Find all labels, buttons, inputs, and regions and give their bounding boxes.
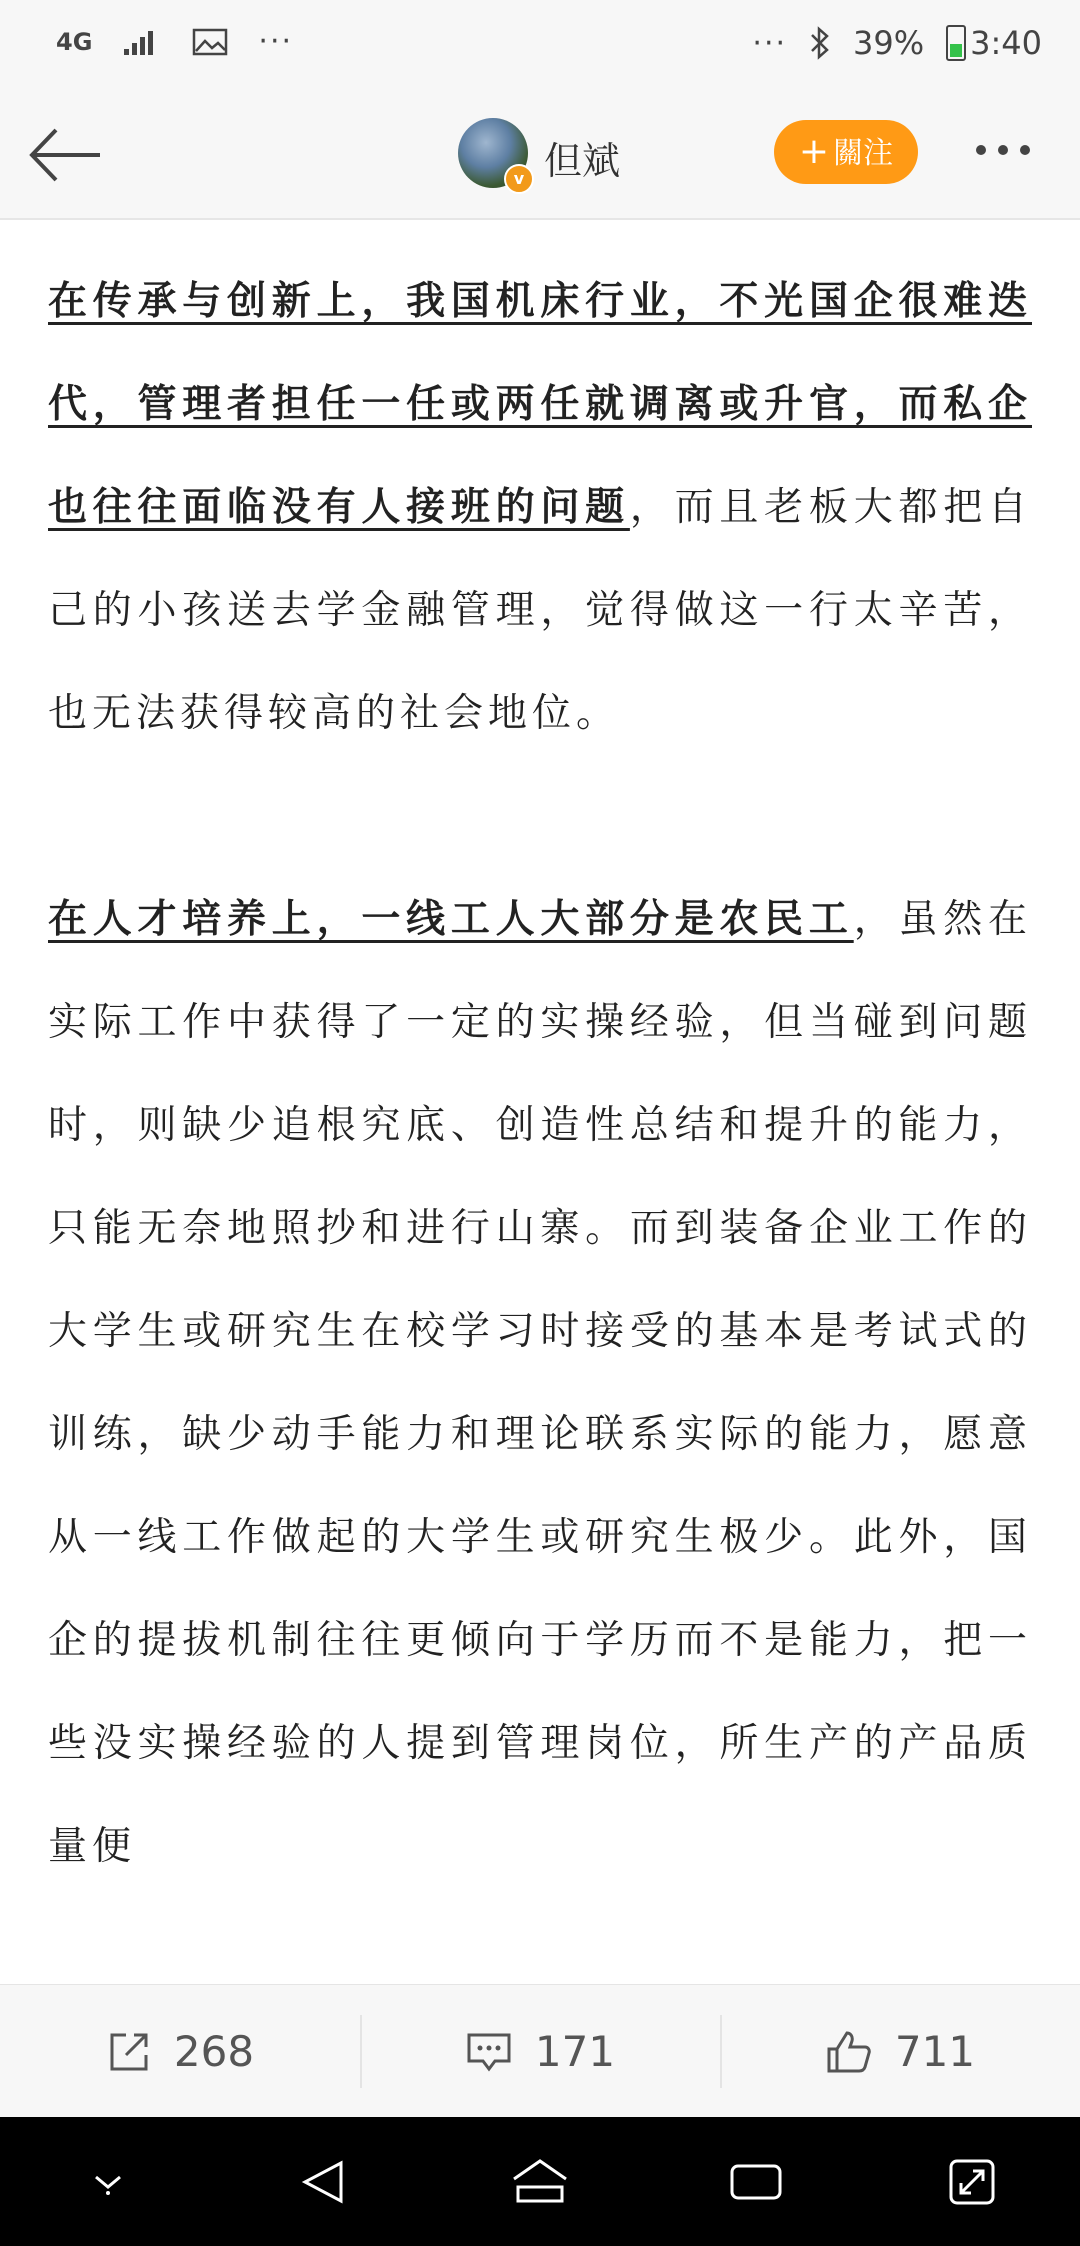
status-more: ··· [752, 25, 788, 61]
nav-expand-button[interactable] [917, 2127, 1027, 2237]
network-type: 4G [56, 27, 93, 56]
comment-button[interactable] [360, 1985, 720, 2118]
plus-icon: + [798, 131, 830, 172]
bluetooth-icon [809, 26, 831, 60]
highlighted-text: 在人才培养上，一线工人大部分是农民工 [48, 897, 854, 942]
clock: 3:40 [970, 24, 1042, 62]
article-body [48, 250, 1032, 1898]
repost-button[interactable] [0, 1985, 360, 2118]
nav-recents-icon [728, 2160, 784, 2204]
nav-back-button[interactable] [269, 2127, 379, 2237]
like-count: 711 [894, 2027, 976, 2076]
nav-back-icon [299, 2157, 349, 2207]
nav-home-button[interactable] [485, 2127, 595, 2237]
like-icon [825, 2029, 873, 2075]
post-header [0, 90, 1080, 220]
body-text: ，而且老板大都把自己的小孩送去学金融管理，觉得做这一行太辛苦，也无法获得较高的社会地位。 [48, 485, 1032, 736]
paragraph [48, 250, 1032, 765]
comment-count: 171 [534, 2027, 616, 2076]
follow-label: 關注 [833, 136, 894, 171]
paragraph [48, 868, 1032, 1898]
back-arrow-icon [26, 120, 106, 190]
verified-badge: v [504, 164, 534, 194]
signal-icon [122, 27, 162, 57]
battery-icon [946, 25, 966, 61]
more-notifications: ··· [258, 24, 294, 59]
status-bar [0, 0, 1080, 90]
nav-home-icon [510, 2157, 570, 2207]
nav-collapse-icon [86, 2167, 130, 2197]
more-options-button[interactable] [976, 130, 1056, 170]
nav-recents-button[interactable] [701, 2127, 811, 2237]
highlighted-text: 在传承与创新上，我国机床行业，不光国企很难迭代，管理者担任一任或两任就调离或升官，而私企也往往面临没有人接班的问题 [48, 279, 1032, 530]
more-dots-icon [976, 145, 986, 155]
author-name[interactable]: 但斌 [544, 139, 621, 183]
nav-expand-icon [947, 2157, 997, 2207]
battery-percent: 39% [853, 24, 925, 62]
back-button[interactable] [26, 120, 106, 190]
comment-icon [465, 2029, 513, 2075]
image-notification-icon [192, 27, 228, 57]
repost-icon [106, 2029, 152, 2075]
repost-count: 268 [173, 2027, 255, 2076]
action-bar [0, 1984, 1080, 2118]
body-text: ，虽然在实际工作中获得了一定的实操经验，但当碰到问题时，则缺少追根究底、创造性总结和提升的能力，只能无奈地照抄和进行山寨。而到装备企业工作的大学生或研究生在校学习时接受的基本是考试式的训练，缺少动手能力和理论联系实际的能力，愿意从一线工作做起的大学生或研究生极少。此外，国企的提拔机制往往更倾向于学历而不是能力，把一些没实操经验的人提到管理岗位，所生产的产品质量便 [48, 897, 1032, 1869]
nav-collapse-button[interactable] [53, 2127, 163, 2237]
follow-button[interactable] [774, 120, 918, 184]
system-nav-bar [0, 2117, 1080, 2246]
like-button[interactable] [720, 1985, 1080, 2118]
